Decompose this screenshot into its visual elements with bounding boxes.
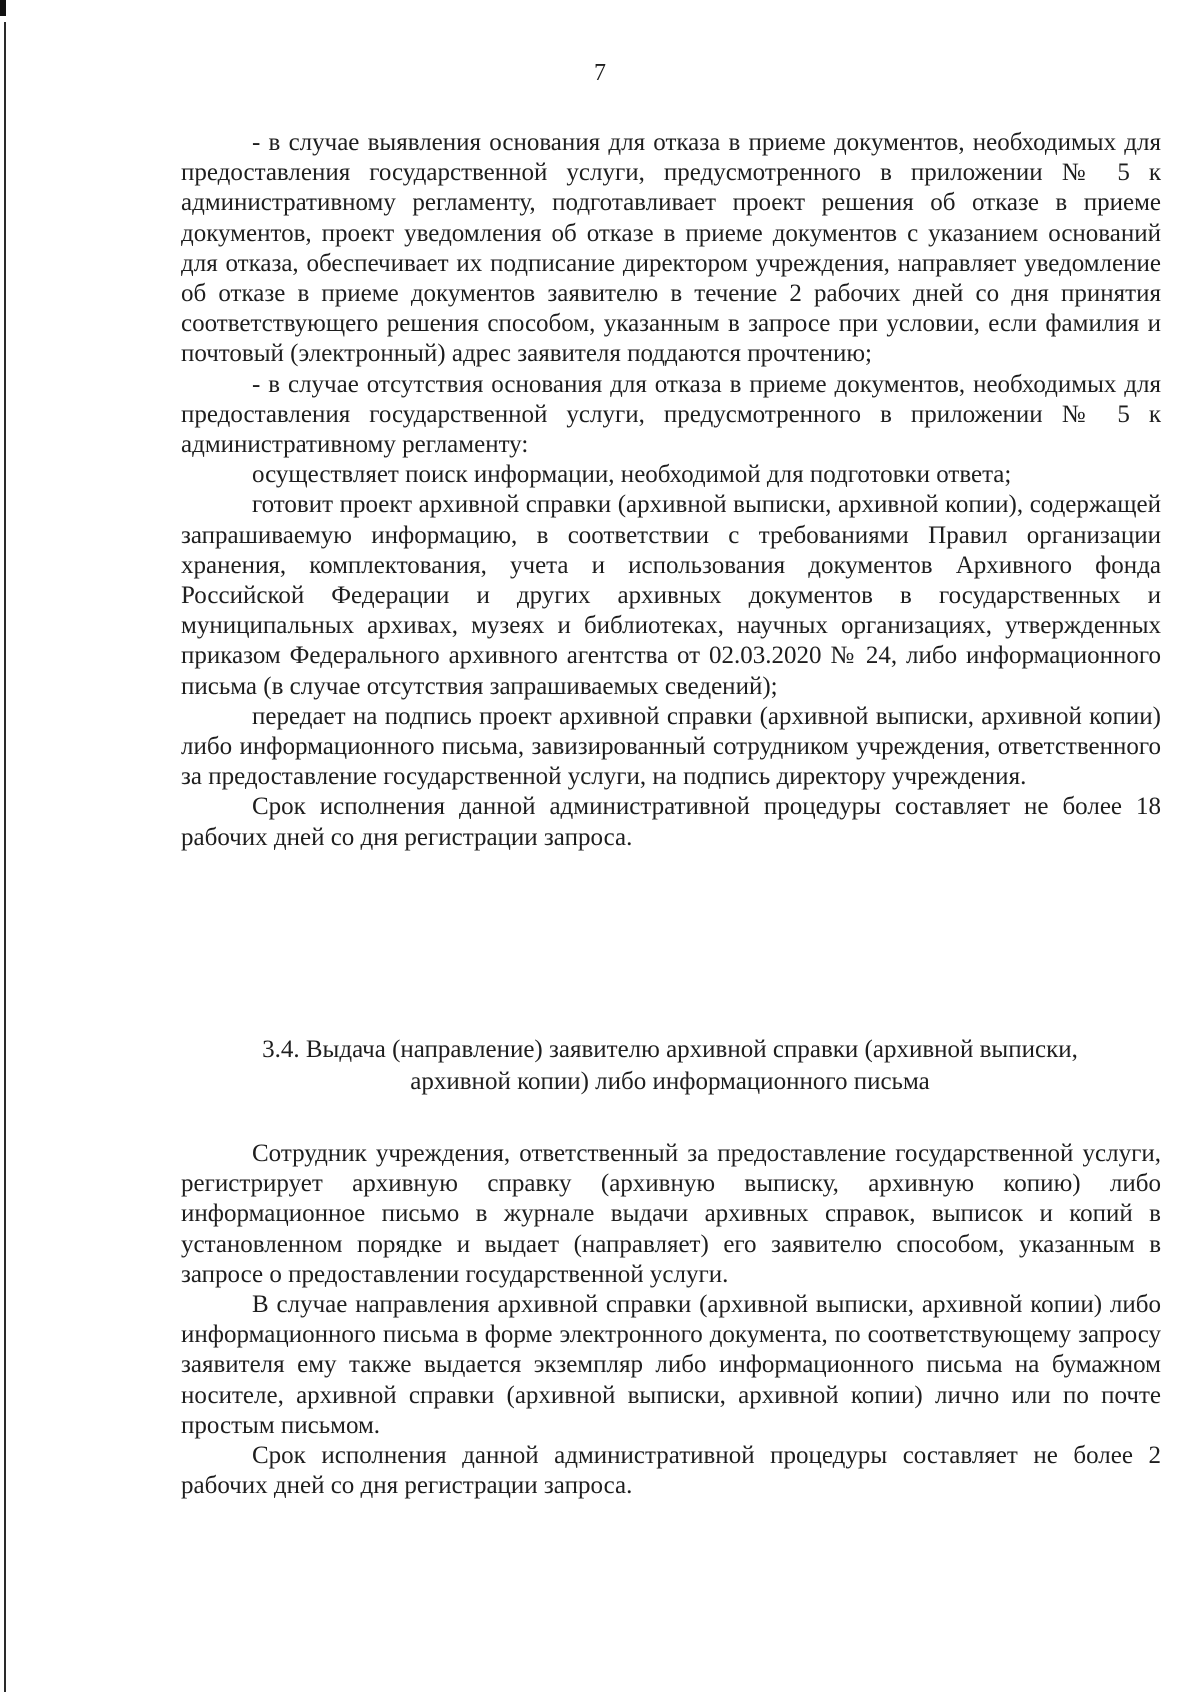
- paragraph: - в случае выявления основания для отказа в приеме документов, необходимых для предоставления государственной услуги, предусмотренного в приложении № 5 к административному регламенту, подготавливает проект решения об отказе в приеме документов, проект уведомления об отказе в приеме документов с указанием оснований для отказа, обеспечивает их подписание директором учреждения, направляет уведомление об отказе в приеме документов заявителю в течение 2 рабочих дней со дня принятия соответствующего решения способом, указанным в запросе при условии, если фамилия и почтовый (электронный) адрес заявителя поддаются прочтению;: [181, 129, 1161, 368]
- section-heading: [200, 1034, 1140, 1098]
- page-number: 7: [594, 60, 606, 86]
- paragraph: передает на подпись проект архивной справки (архивной выписки, архивной копии) либо информационного письма, завизированный сотрудником учреждения, ответственного за предоставление государственной услуги, на подпись директору учреждения.: [181, 702, 1161, 791]
- paragraph: В случае направления архивной справки (архивной выписки, архивной копии) либо информационного письма в форме электронного документа, по соответствующему запросу заявителя ему также выдается экземпляр либо информационного письма на бумажном носителе, архивной справки (архивной выписки, архивной копии) лично или по почте простым письмом.: [181, 1291, 1161, 1439]
- body-block-upper: [181, 128, 1161, 853]
- section-heading-line-2: архивной копии) либо информационного письма: [410, 1068, 930, 1095]
- paragraph: - в случае отсутствия основания для отказа в приеме документов, необходимых для предоставления государственной услуги, предусмотренного в приложении № 5 к административному регламенту:: [181, 370, 1161, 459]
- paragraph: Срок исполнения данной административной процедуры составляет не более 18 рабочих дней со дня регистрации запроса.: [181, 793, 1161, 851]
- scan-edge-line: [4, 22, 6, 1692]
- scan-corner-mark: [0, 0, 6, 16]
- section-heading-line-1: 3.4. Выдача (направление) заявителю архивной справки (архивной выписки,: [262, 1036, 1078, 1063]
- paragraph: Сотрудник учреждения, ответственный за предоставление государственной услуги, регистрирует архивную справку (архивную выписку, архивную копию) либо информационное письмо в журнале выдачи архивных справок, выписок и копий в установленном порядке и выдает (направляет) его заявителю способом, указанным в запросе о предоставлении государственной услуги.: [181, 1140, 1161, 1288]
- paragraph: Срок исполнения данной административной процедуры составляет не более 2 рабочих дней со дня регистрации запроса.: [181, 1442, 1161, 1500]
- body-block-lower: [181, 1139, 1161, 1501]
- paragraph: готовит проект архивной справки (архивной выписки, архивной копии), содержащей запрашиваемую информацию, в соответствии с требованиями Правил организации хранения, комплектования, учета и использования документов Архивного фонда Российской Федерации и других архивных документов в государственных и муниципальных архивах, музеях и библиотеках, научных организациях, утвержденных приказом Федерального архивного агентства от 02.03.2020 № 24, либо информационного письма (в случае отсутствия запрашиваемых сведений);: [181, 491, 1161, 700]
- paragraph: осуществляет поиск информации, необходимой для подготовки ответа;: [252, 461, 1012, 489]
